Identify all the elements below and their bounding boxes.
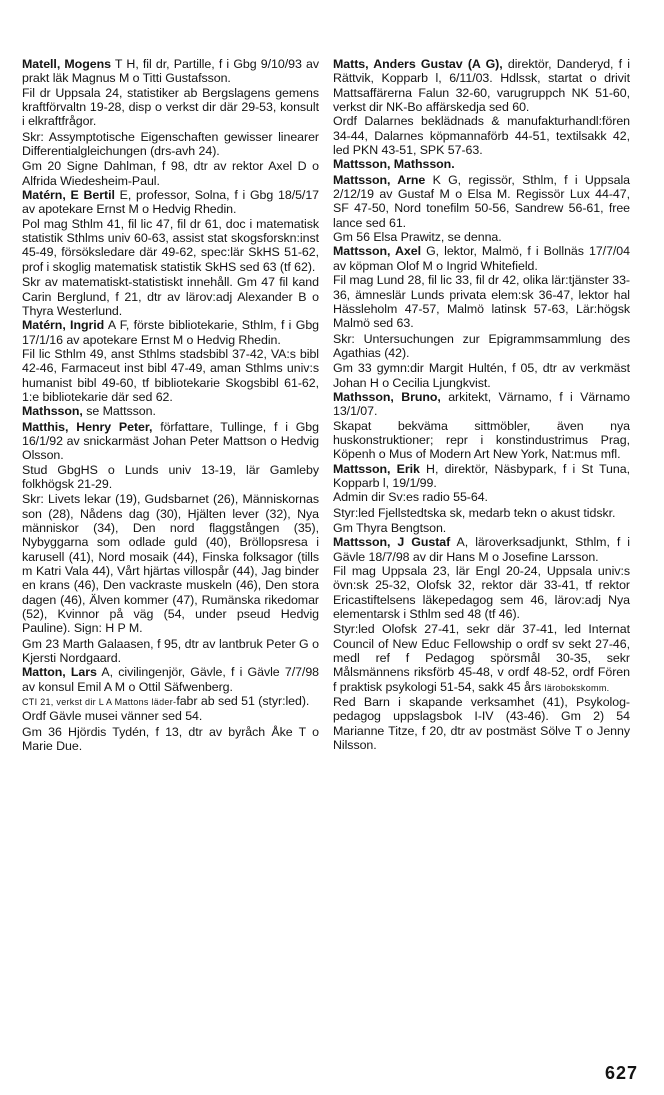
- entry-paragraph: Skr: Livets lekar (19), Gudsbarnet (26), Människornas son (28), Nådens dag (30), Hjälten lever (32), Nya människor (34), Den nord flaggstången (35), Nybyggarna som odlade guld (40), Bröllopsresa i karusell (41), Nord mosaik (44), Finska folksagor (tills m Katri Vala 44), Vårt hjärtas villospår (44), Jag binder en krans (46), Den vackraste muskeln (46), Den stora dagen (46), Älven kommer (47), Rumänska rikedomar (52), Kvinnor på väg (54, under pseud Hedvig Pauline). Sign: H P M.: [22, 492, 319, 636]
- entry-matthis-henry: [22, 420, 319, 463]
- entry-text: direktör, Danderyd, f i Rättvik, Kopparb l, 6/11/03. Hdlssk, startat o drivit Mattsaffärerna Falun 32-60, varugruppch NK 51-60, verkst dir NK-Bo affärskedja sed 60.: [333, 57, 631, 115]
- entry-mathsson-bruno: [333, 390, 630, 419]
- headword: Mattsson, Axel: [333, 244, 421, 259]
- entry-paragraph: Red Barn i skapande verksamhet (41), Psykolog-pedagog uppslagsbok I-IV (43-46). Gm 2) 54 Marianne Titze, f 20, dtr av postmäst Sölve T o Jenny Nilsson.: [333, 695, 630, 753]
- entry-paragraph: Pol mag Sthlm 41, fil lic 47, fil dr 61, doc i matematisk statistik Sthlms univ 60-63, assist stat skogsforskn:inst 45-49, försöksledare där 49-62, spec:lär SkHS 51-62, prof i skoglig matematisk statistik SkHS sed 63 (tf 62).: [22, 216, 319, 274]
- entry-matern-bertil: [22, 188, 319, 217]
- headword: Matthis, Henry Peter,: [22, 419, 153, 434]
- entry-paragraph: Fil dr Uppsala 24, statistiker ab Bergslagens gemens kraftförvaltn 19-28, disp o verkst dir där 29-53, konsult i elkraftfrågor.: [22, 85, 319, 129]
- entry-paragraph: Skapat bekväma sittmöbler, även nya huskonstruktioner; repr i konstindustrimus Prag, Köpenh o Mus of Modern Art New York, Nat:mus mfl.: [333, 418, 630, 462]
- entry-matern-ingrid: [22, 318, 319, 347]
- headword: Mattsson, J Gustaf: [333, 535, 451, 550]
- entry-text: arkitekt, Värnamo, f i Värnamo 13/1/07.: [333, 389, 630, 419]
- headword: Mathsson, Bruno,: [333, 389, 441, 404]
- entry-text: fabr ab sed 51 (styr:led).: [176, 694, 310, 709]
- entry-text: A, civilingenjör, Gävle, f i Gävle 7/7/98 av konsul Emil A M o Ottil Säfwenberg.: [22, 665, 319, 694]
- headword: Matton, Lars: [22, 665, 97, 680]
- entry-paragraph: Fil lic Sthlm 49, anst Sthlms stadsbibl 37-42, VA:s bibl 42-46, Farmaceut inst bibl 47-49, aman Sthlms univ:s humanist bibl 49-60, tf bibliotekarie Skogsbibl 61-62, 1:e bibliotekarie där sed 62.: [22, 346, 319, 404]
- entry-paragraph: Fil mag Uppsala 23, lär Engl 20-24, Uppsala univ:s övn:sk 25-32, Olofsk 32, rektor där 33-41, tf rektor Ericastiftelsens läkepedagog sem 46, lärov:adj Nya elementarsk i Sthlm sed 48 (tf 46).: [333, 564, 630, 622]
- headword: Mattsson, Erik: [333, 461, 420, 476]
- entry-paragraph: Gm 20 Signe Dahlman, f 98, dtr av rektor Axel D o Alfrida Wiedesheim-Paul.: [22, 159, 319, 188]
- headword: Mathsson,: [22, 404, 83, 419]
- entry-paragraph: Styr:led Fjellstedtska sk, medarb tekn o akust tidskr.: [333, 505, 616, 520]
- entry-text: H, direktör, Näsbypark, f i St Tuna, Kopparb l, 19/1/99.: [333, 461, 630, 490]
- headword: Matérn, Ingrid: [22, 318, 105, 333]
- entry-paragraph: Gm 23 Marth Galaasen, f 95, dtr av lantbruk Peter G o Kjersti Nordgaard.: [22, 636, 319, 666]
- entry-text: K G, regissör, Sthlm, f i Uppsala 2/12/19 av Gustaf M o Elsa M. Regissör Lux 44-47, SF 47-50, Nord tonefilm 50-56, Sandrew 56-61, free lance sed 61.: [333, 172, 631, 230]
- entry-paragraph: Skr av matematiskt-statistiskt innehåll. Gm 47 fil kand Carin Berglund, f 21, dtr av lärov:adj Alexander B o Thyra Westerlund.: [22, 275, 319, 318]
- entry-mathsson-see: [22, 404, 319, 418]
- entry-text: författare, Tullinge, f i Gbg 16/1/92 av snickarmäst Johan Peter Mattson o Hedvig Olsson.: [22, 419, 319, 463]
- entry-text: A, läroverksadjunkt, Sthlm, f i Gävle 18/7/98 av dir Hans M o Josefine Larsson.: [333, 535, 630, 564]
- entry-paragraph: Skr: Assymptotische Eigenschaften gewisser linearer Differentialgleichungen (drs-avh 24).: [22, 129, 319, 159]
- small-print-text: CTI 21, verkst dir L A Mattons läder-: [22, 697, 177, 708]
- entry-paragraph: Admin dir Sv:es radio 55-64.: [333, 490, 488, 505]
- entry-matts-anders: [333, 57, 630, 114]
- entry-mattsson-erik: [333, 462, 630, 491]
- entry-mattsson-axel: [333, 244, 630, 273]
- entry-matell-mogens: [22, 57, 319, 86]
- headword: Mattsson, Arne: [333, 172, 426, 187]
- entry-mattsson-cross-ref: [333, 157, 630, 171]
- entry-paragraph: [333, 622, 630, 694]
- entry-text: G, lektor, Malmö, f i Bollnäs 17/7/04 av köpman Olof M o Ingrid Whitefield.: [333, 244, 630, 273]
- entry-paragraph: Ordf Gävle musei vänner sed 54.: [22, 709, 203, 724]
- entry-text: Styr:led Olofsk 27-41, sekr där 37-41, led Internat Council of New Educ Fellowship o ordf sv sekt 27-46, medl ref f Pedagog spörsmål 30-35, sekr Målsmännens riksförb 45-48, v ordf 48-52, ordf Fören f praktisk psykologi 51-54, sakk 45 års: [333, 622, 630, 694]
- entry-text: T H, fil dr, Partille, f i Gbg 9/10/93 av prakt läk Magnus M o Titti Gustafsson.: [22, 57, 319, 86]
- entry-mattsson-gustaf: [333, 535, 630, 564]
- entry-paragraph: Gm Thyra Bengtson.: [333, 521, 447, 535]
- headword: Matérn, E Bertil: [22, 188, 115, 203]
- entry-mattsson-arne: [333, 173, 630, 230]
- entry-matton-lars: [22, 665, 319, 694]
- entry-paragraph: Skr: Untersuchungen zur Epigrammsammlung des Agathias (42).: [333, 331, 630, 360]
- page-number: 627: [604, 1063, 638, 1083]
- small-print-text: lärobokskomm.: [544, 682, 610, 693]
- headword: Matts, Anders Gustav (A G),: [333, 57, 503, 71]
- left-column: [22, 57, 319, 754]
- entry-text: se Mattsson.: [82, 404, 156, 419]
- entry-text: E, professor, Solna, f i Gbg 18/5/17 av apotekare Ernst M o Hedvig Rhedin.: [22, 188, 319, 217]
- entry-paragraph: Gm 33 gymn:dir Margit Hultén, f 05, dtr av verkmäst Johan H o Cecilia Ljungkvist.: [333, 361, 630, 390]
- entry-paragraph: [22, 694, 319, 708]
- entry-paragraph: Fil mag Lund 28, fil lic 33, fil dr 42, olika lär:tjänster 33-36, ämneslär Lunds privata elem:sk 36-47, lektor hal Hässleholm 47-57, Malmö latinsk 57-63, Lär:högsk Malmö sed 63.: [333, 273, 630, 331]
- entry-paragraph: Ordf Dalarnes beklädnads & manufakturhandl:fören 34-44, Dalarnes köpmannaförb 44-51, textilsakk 42, led PKN 43-51, SPK 57-63.: [333, 114, 630, 158]
- entry-paragraph: Gm 36 Hjördis Tydén, f 13, dtr av byråch Åke T o Marie Due.: [22, 724, 319, 754]
- entry-paragraph: Stud GbgHS o Lunds univ 13-19, lär Gamleby folkhögsk 21-29.: [22, 462, 319, 491]
- entry-text: A F, förste bibliotekarie, Sthlm, f i Gbg 17/1/16 av apotekare Ernst M o Hedvig Rhedin.: [22, 318, 319, 347]
- headword: Mattsson, Mathsson.: [333, 157, 455, 172]
- right-column: [333, 57, 630, 753]
- headword: Matell, Mogens: [22, 57, 111, 71]
- entry-paragraph: Gm 56 Elsa Prawitz, se denna.: [333, 230, 502, 245]
